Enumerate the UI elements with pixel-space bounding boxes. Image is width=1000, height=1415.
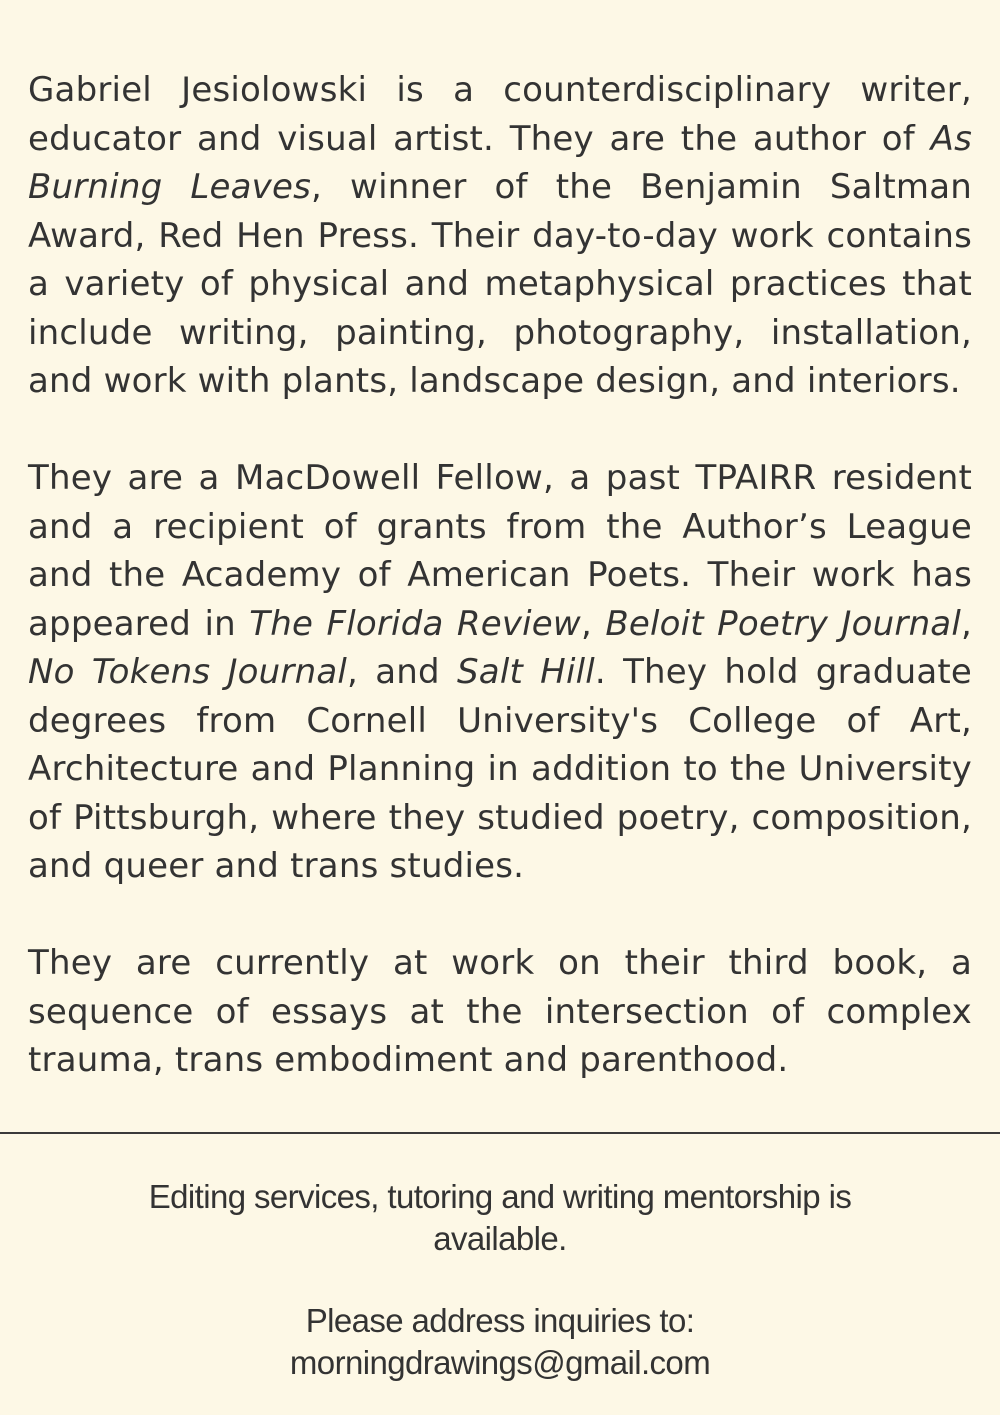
publication-title: Beloit Poetry Journal (605, 603, 961, 644)
contact-footer (0, 1176, 1000, 1384)
bio-text: They are currently at work on their third book, a sequence of essays at the intersection of complex trauma, trans embodiment and parenthood. (28, 943, 972, 1080)
bio-text: , (580, 603, 606, 644)
publication-title: The Florida Review (249, 603, 581, 644)
bio-text: , (961, 603, 973, 644)
publication-title: No Tokens Journal (28, 652, 348, 692)
author-bio (28, 66, 972, 1085)
bio-paragraph-1 (28, 66, 972, 406)
bio-paragraph-2 (28, 454, 972, 891)
bio-text: , winner of the Benjamin Saltman Award, Red Hen Press. Their day-to-day work contains a variety of physical and metaphysical practices that include writing, painting, photography, installation, and work with plants, landscape design, and interiors. (28, 167, 972, 401)
bio-paragraph-3 (28, 939, 972, 1085)
contact-email-link[interactable]: morningdrawings@gmail.com (289, 1344, 711, 1381)
services-note: Editing services, tutoring and writing mentorship is available. (148, 1178, 852, 1257)
bio-text: They are a MacDowell Fellow, a past TPAIRR resident and a recipient of grants from the Author’s League and the Academy of American Poets. Their work has appeared in (28, 458, 972, 644)
publication-title: As Burning Leaves (28, 118, 972, 207)
contact-block (0, 1300, 1000, 1384)
bio-text: . They hold graduate degrees from Cornell University's College of Art, Architecture and Planning in addition to the University of Pittsburgh, where they studied poetry, composition, and queer and trans studies. (28, 652, 972, 886)
bio-text: Gabriel Jesiolowski is a counterdisciplinary writer, educator and visual artist. They are the author of (28, 70, 972, 159)
publication-title: Salt Hill (457, 652, 595, 692)
inquiries-label: Please address inquiries to: (305, 1302, 695, 1339)
bio-text: , and (347, 652, 457, 692)
section-divider (0, 1132, 1000, 1134)
